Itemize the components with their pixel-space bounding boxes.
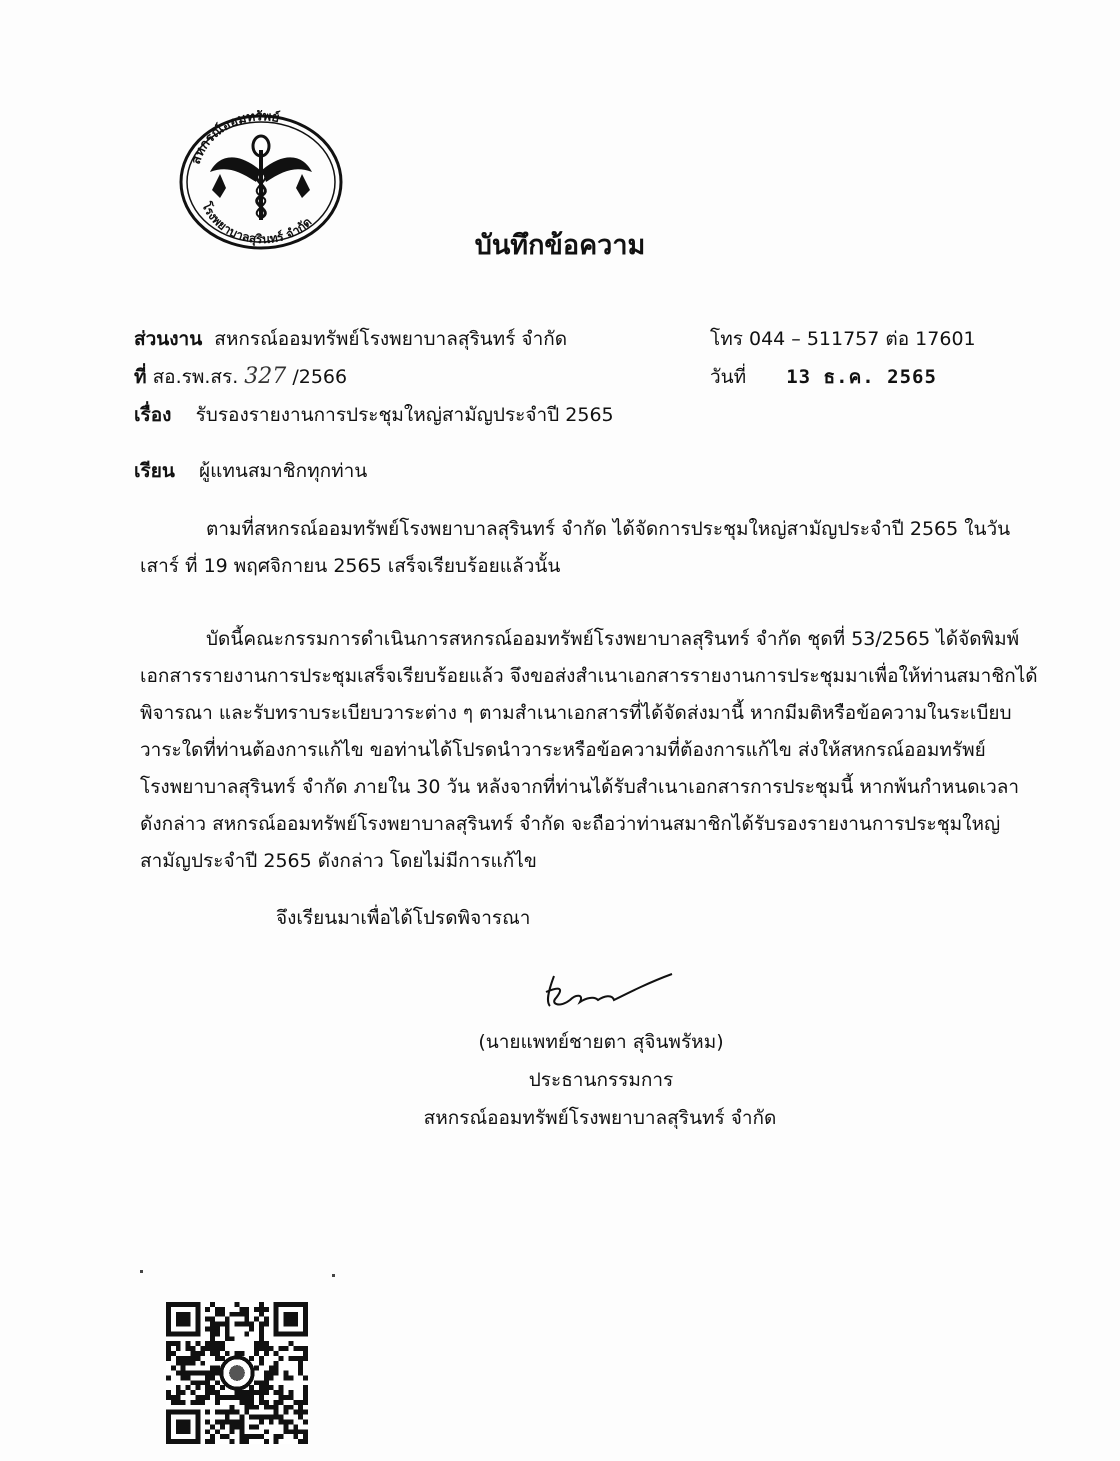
paragraph-2-line: บัดนี้คณะกรรมการดำเนินการสหกรณ์ออมทรัพย์โรงพยาบาลสุรินทร์ จำกัด ชุดที่ 53/2565 ได้จัดพิมพ์ — [206, 628, 1020, 650]
recipient-row — [134, 459, 367, 483]
department-value: สหกรณ์ออมทรัพย์โรงพยาบาลสุรินทร์ จำกัด — [214, 328, 568, 350]
date-row — [710, 365, 937, 389]
phone: โทร 044 – 511757 ต่อ 17601 — [710, 328, 976, 350]
recipient-value: ผู้แทนสมาชิกทุกท่าน — [199, 460, 368, 482]
subject-row — [134, 403, 614, 427]
reference-suffix: /2566 — [292, 366, 348, 388]
reference-row — [134, 365, 347, 389]
paragraph-2-line: วาระใดที่ท่านต้องการแก้ไข ขอท่านได้โปรดนำวาระหรือข้อความที่ต้องการแก้ไข ส่งให้สหกรณ์ออมทรัพย์ — [140, 739, 986, 761]
paragraph-2-line: สามัญประจำปี 2565 ดังกล่าว โดยไม่มีการแก้ไข — [140, 850, 537, 872]
seal-top-text: สหกรณ์ออมทรัพย์ — [188, 110, 281, 167]
paragraph-2-line: ดังกล่าว สหกรณ์ออมทรัพย์โรงพยาบาลสุรินทร์ จำกัด จะถือว่าท่านสมาชิกได้รับรองรายงานการประชุมใหญ่ — [140, 813, 1001, 835]
paragraph-2-line: พิจารณา และรับทราบระเบียบวาระต่าง ๆ ตามสำเนาเอกสารที่ได้จัดส่งมานี้ หากมีมติหรือข้อความในระเบียบ — [140, 702, 1012, 724]
signatory-organization: สหกรณ์ออมทรัพย์โรงพยาบาลสุรินทร์ จำกัด — [423, 1107, 777, 1129]
document-title: บันทึกข้อความ — [474, 230, 646, 261]
qr-code-icon — [166, 1302, 308, 1444]
date-label: วันที่ — [710, 366, 747, 388]
signatory-name: (นายแพทย์ชายตา สุจินพรัหม) — [478, 1031, 724, 1053]
closing-line: จึงเรียนมาเพื่อได้โปรดพิจารณา — [276, 907, 531, 929]
paragraph-1 — [140, 511, 1060, 585]
signatory-position: ประธานกรรมการ — [528, 1069, 674, 1091]
department-row — [134, 327, 567, 351]
paragraph-2-line: เอกสารรายงานการประชุมเสร็จเรียบร้อยแล้ว จึงขอส่งสำเนาเอกสารรายงานการประชุมมาเพื่อให้ท่านสมาชิกได้ — [140, 665, 1038, 687]
paragraph-2 — [140, 621, 1060, 880]
subject-label: เรื่อง — [134, 404, 172, 426]
date-stamp: 13 ธ.ค. 2565 — [786, 366, 937, 388]
seal-bottom-text: โรงพยาบาลสุรินทร์ จำกัด — [199, 200, 315, 247]
signature-icon — [540, 968, 680, 1018]
reference-label: ที่ — [134, 366, 147, 388]
paragraph-1-line: ตามที่สหกรณ์ออมทรัพย์โรงพยาบาลสุรินทร์ จำกัด ได้จัดการประชุมใหญ่สามัญประจำปี 2565 ในวัน — [206, 518, 1011, 540]
subject-value: รับรองรายงานการประชุมใหญ่สามัญประจำปี 2565 — [195, 404, 614, 426]
recipient-label: เรียน — [134, 460, 175, 482]
reference-number: 327 — [244, 364, 287, 389]
reference-prefix: สอ.รพ.สร. — [152, 366, 239, 388]
paragraph-1-line: เสาร์ ที่ 19 พฤศจิกายน 2565 เสร็จเรียบร้อยแล้วนั้น — [140, 555, 561, 577]
paragraph-2-line: โรงพยาบาลสุรินทร์ จำกัด ภายใน 30 วัน หลังจากที่ท่านได้รับสำเนาเอกสารการประชุมนี้ หากพ้นกำหนดเวลา — [140, 776, 1020, 798]
department-label: ส่วนงาน — [134, 328, 203, 350]
